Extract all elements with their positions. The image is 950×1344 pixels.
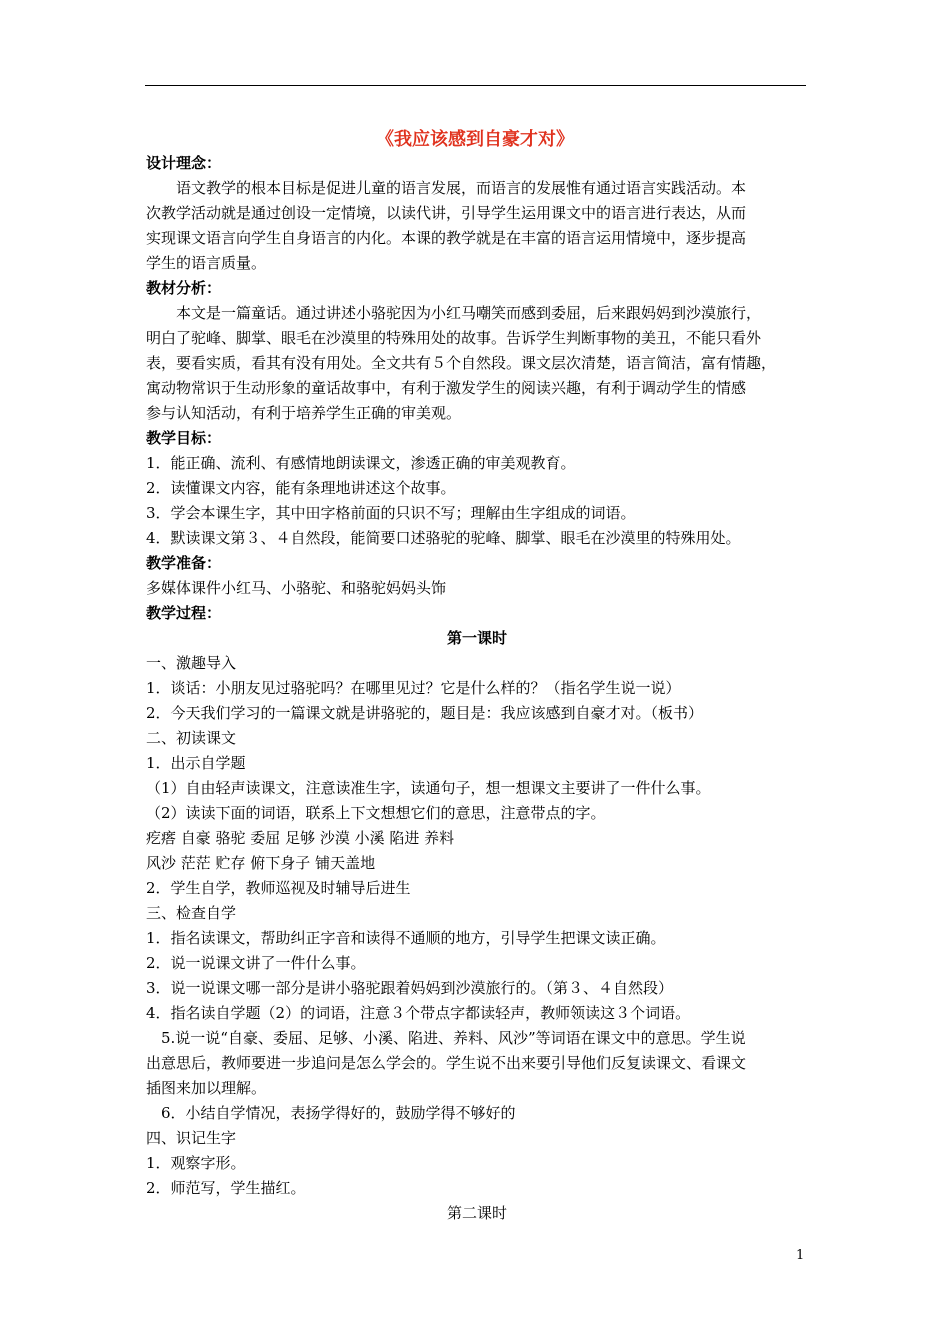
- lesson1-line: （2）读读下面的词语，联系上下文想想它们的意思，注意带点的字。: [146, 804, 606, 822]
- goal-item-1: 1．能正确、流利、有感情地朗读课文，渗透正确的审美观教育。: [146, 454, 576, 472]
- lesson1-line: 四、识记生字: [146, 1129, 237, 1147]
- page-number: 1: [796, 1248, 805, 1263]
- lesson1-line: 1．观察字形。: [146, 1154, 246, 1172]
- lesson1-line: 出意思后，教师要进一步追问是怎么学会的。学生说不出来要引导他们反复读课文、看课文: [146, 1054, 747, 1072]
- analysis-line-1: 本文是一篇童话。通过讲述小骆驼因为小红马嘲笑而感到委屈，后来跟妈妈到沙漠旅行，: [146, 304, 762, 322]
- process-heading: 教学过程：: [146, 604, 222, 622]
- lesson1-line: 三、检查自学: [146, 904, 237, 922]
- goal-item-2: 2．读懂课文内容，能有条理地讲述这个故事。: [146, 479, 456, 497]
- lesson1-line: 二、初读课文: [146, 729, 237, 747]
- design-line-1: 语文教学的根本目标是促进儿童的语言发展，而语言的发展惟有通过语言实践活动。本: [146, 179, 747, 197]
- design-line-4: 学生的语言质量。: [146, 254, 267, 272]
- vocab-line-1: 疙瘩 自豪 骆驼 委屈 足够 沙漠 小溪 陷进 养料: [146, 829, 455, 847]
- lesson1-line: 2．师范写，学生描红。: [146, 1179, 306, 1197]
- analysis-line-3: 表，要看实质，看其有没有用处。全文共有５个自然段。课文层次清楚，语言简洁，富有情趣，: [146, 354, 777, 372]
- lesson1-line: 1．出示自学题: [146, 754, 246, 772]
- goal-item-4: 4．默读课文第３、４自然段，能简要口述骆驼的驼峰、脚掌、眼毛在沙漠里的特殊用处。: [146, 529, 741, 547]
- vocab-line-2: 风沙 茫茫 贮存 俯下身子 铺天盖地: [146, 854, 376, 872]
- lesson1-line: 2．说一说课文讲了一件什么事。: [146, 954, 366, 972]
- goal-item-3: 3．学会本课生字，其中田字格前面的只识不写；理解由生字组成的词语。: [146, 504, 636, 522]
- lesson1-line: 2．学生自学，教师巡视及时辅导后进生: [146, 879, 411, 897]
- lesson1-heading: 第一课时: [446, 629, 507, 647]
- lesson1-line: （1）自由轻声读课文，注意读准生字，读通句子，想一想课文主要讲了一件什么事。: [146, 779, 711, 797]
- document-title: 《我应该感到自豪才对》: [376, 129, 574, 150]
- prep-heading: 教学准备：: [146, 554, 222, 572]
- lesson1-line: 1．指名读课文，帮助纠正字音和读得不通顺的地方，引导学生把课文读正确。: [146, 929, 666, 947]
- lesson1-line: 2．今天我们学习的一篇课文就是讲骆驼的，题目是：我应该感到自豪才对。（板书）: [146, 704, 704, 722]
- design-heading: 设计理念：: [146, 154, 222, 172]
- lesson1-line: 插图来加以理解。: [146, 1079, 267, 1097]
- lesson1-line: 3．说一说课文哪一部分是讲小骆驼跟着妈妈到沙漠旅行的。（第３、４自然段）: [146, 979, 674, 997]
- prep-line-1: 多媒体课件小红马、小骆驼、和骆驼妈妈头饰: [146, 579, 447, 597]
- analysis-line-5: 参与认知活动，有利于培养学生正确的审美观。: [146, 404, 462, 422]
- analysis-heading: 教材分析：: [146, 279, 222, 297]
- analysis-line-4: 寓动物常识于生动形象的童话故事中，有利于激发学生的阅读兴趣，有利于调动学生的情感: [146, 379, 747, 397]
- lesson1-line: 一、激趣导入: [146, 654, 237, 672]
- lesson1-line: 5.说一说“自豪、委屈、足够、小溪、陷进、养料、风沙”等词语在课文中的意思。学生说: [146, 1029, 746, 1047]
- header-rule: [145, 85, 806, 86]
- analysis-line-2: 明白了驼峰、脚掌、眼毛在沙漠里的特殊用处的故事。告诉学生判断事物的美丑，不能只看外: [146, 329, 762, 347]
- lesson1-line: 6．小结自学情况，表扬学得好的，鼓励学得不够好的: [146, 1104, 516, 1122]
- lesson1-line: 1．谈话：小朋友见过骆驼吗？在哪里见过？它是什么样的？（指名学生说一说）: [146, 679, 681, 697]
- lesson2-heading: 第二课时: [446, 1204, 507, 1222]
- design-line-2: 次教学活动就是通过创设一定情境，以读代讲，引导学生运用课文中的语言进行表达，从而: [146, 204, 747, 222]
- goals-heading: 教学目标：: [146, 429, 222, 447]
- design-line-3: 实现课文语言向学生自身语言的内化。本课的教学就是在丰富的语言运用情境中，逐步提高: [146, 229, 747, 247]
- lesson1-line: 4．指名读自学题（2）的词语，注意３个带点字都读轻声，教师领读这３个词语。: [146, 1004, 691, 1022]
